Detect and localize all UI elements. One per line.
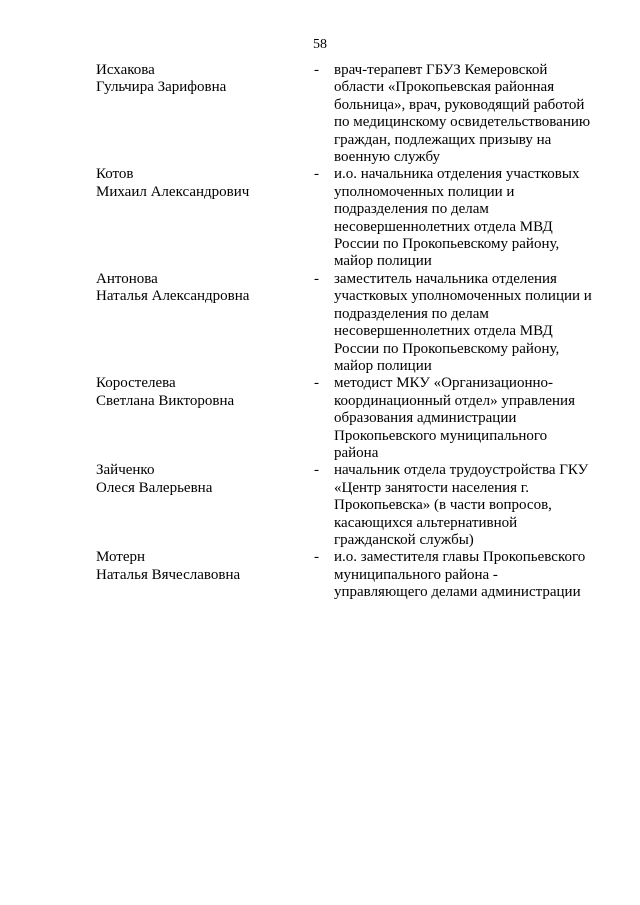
member-role: и.о. заместителя главы Прокопьевского муниципального района - управляющего делами администрации — [334, 549, 586, 601]
dash-separator: - — [314, 375, 319, 392]
member-surname: Зайченко — [96, 462, 155, 479]
member-surname: Исхакова — [96, 62, 155, 78]
list-item — [96, 62, 606, 166]
member-name — [96, 462, 306, 497]
member-name — [96, 549, 306, 584]
list-item — [96, 375, 606, 462]
list-item — [96, 549, 606, 601]
member-role: и.о. начальника отделения участковых уполномоченных полиции и подразделения по делам несовершеннолетних отдела МВД России по Прокопьевскому району, майор полиции — [334, 166, 580, 270]
list-item — [96, 462, 606, 549]
dash-separator: - — [314, 270, 319, 287]
member-given-name: Наталья Вячеславовна — [96, 566, 241, 583]
member-name — [96, 271, 306, 306]
member-surname: Котов — [96, 166, 134, 183]
member-role: врач-терапевт ГБУЗ Кемеровской области «Прокопьевская районная больница», врач, руководящий работой по медицинскому освидетельствованию граждан, подлежащих призыву на военную службу — [334, 62, 591, 166]
dash-separator: - — [314, 166, 319, 183]
member-role: методист МКУ «Организационно-координационный отдел» управления образования администрации Прокопьевского муниципального района — [334, 375, 575, 461]
dash-separator: - — [314, 62, 319, 78]
list-item — [96, 166, 606, 270]
member-surname: Антонова — [96, 270, 158, 287]
member-role: начальник отдела трудоустройства ГКУ «Центр занятости населения г. Прокопьевска» (в части вопросов, касающихся альтернативной гражданской службы) — [334, 462, 589, 548]
member-role: заместитель начальника отделения участковых уполномоченных полиции и подразделения по делам несовершеннолетних отдела МВД России по Прокопьевскому району, майор полиции — [334, 270, 592, 374]
list-item — [96, 271, 606, 375]
member-given-name: Олеся Валерьевна — [96, 479, 213, 496]
dash-separator: - — [314, 462, 319, 479]
member-surname: Мотерн — [96, 549, 146, 566]
dash-separator: - — [314, 549, 319, 566]
member-name — [96, 166, 306, 201]
member-given-name: Гульчира Зарифовна — [96, 79, 227, 96]
member-list — [96, 62, 606, 602]
page-number: 58 — [313, 37, 327, 52]
member-name — [96, 62, 306, 97]
member-surname: Коростелева — [96, 375, 176, 392]
member-given-name: Наталья Александровна — [96, 288, 250, 305]
member-given-name: Светлана Викторовна — [96, 392, 235, 409]
member-name — [96, 375, 306, 410]
member-given-name: Михаил Александрович — [96, 183, 250, 200]
